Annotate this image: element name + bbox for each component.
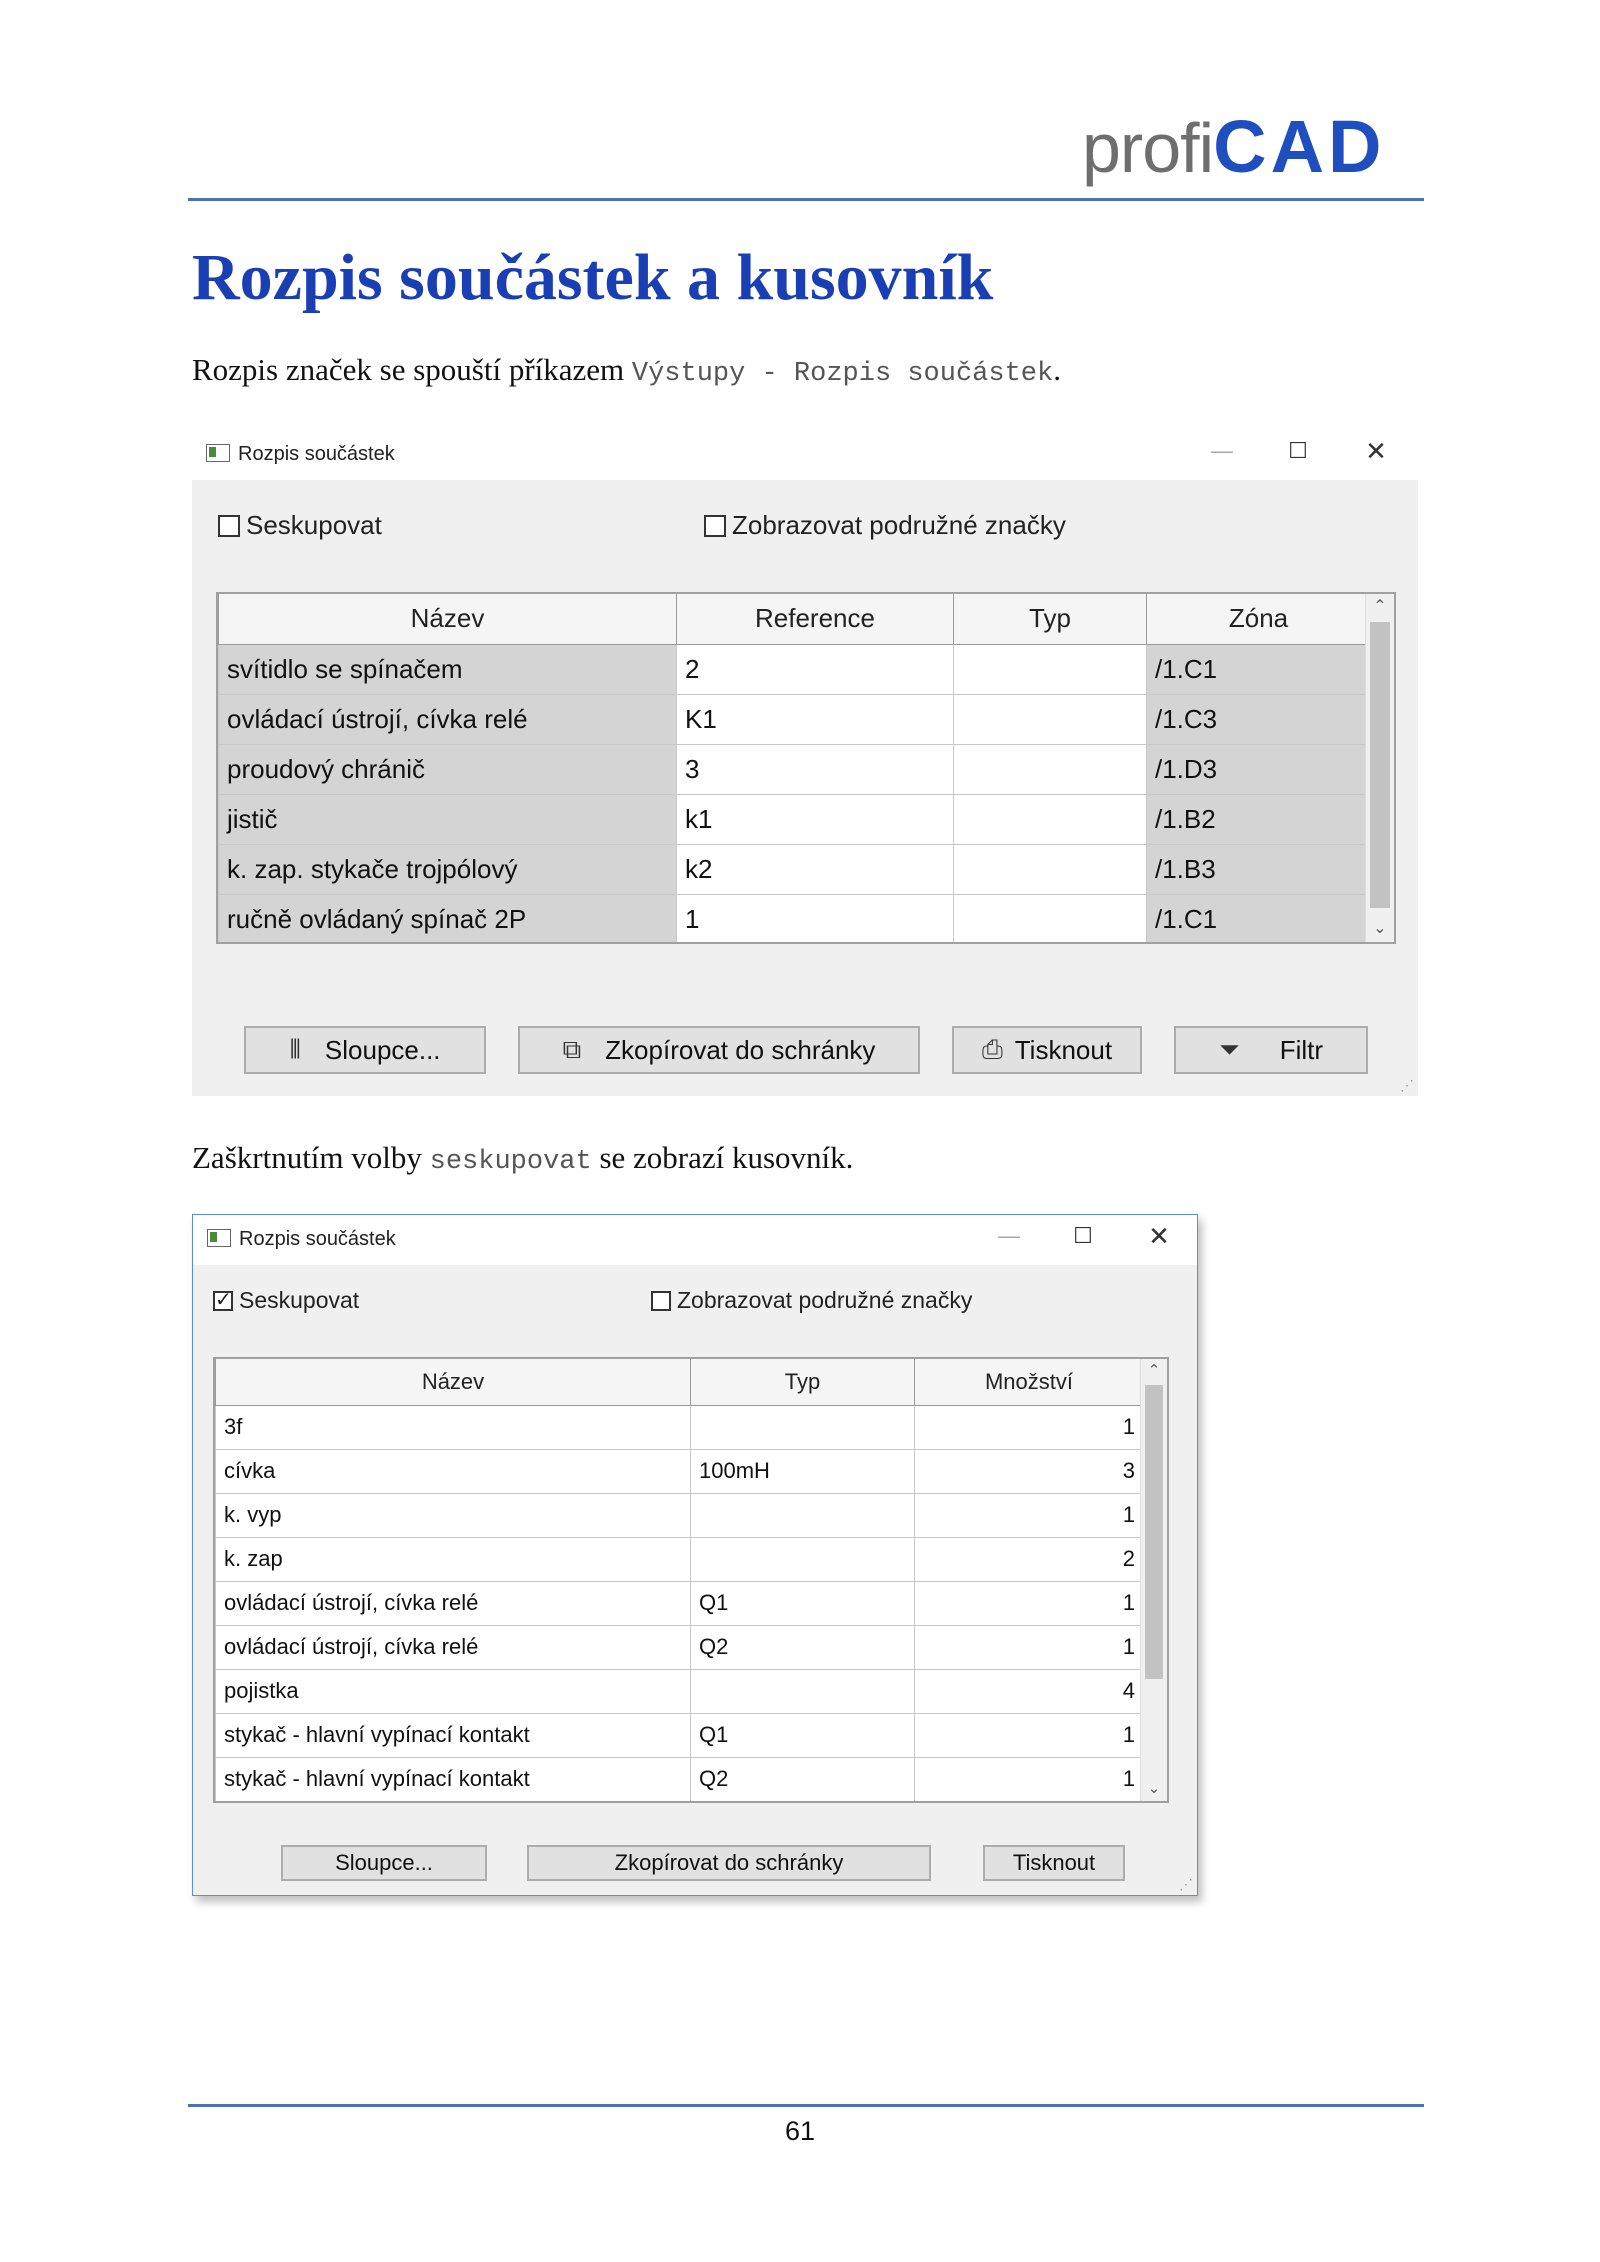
seskupovat-checkbox[interactable] — [213, 1287, 359, 1314]
table-row[interactable] — [216, 1405, 1144, 1449]
table-cell[interactable]: svítidlo se spínačem — [219, 644, 677, 694]
table-row[interactable] — [219, 844, 1371, 894]
table-cell[interactable]: 1 — [915, 1581, 1144, 1625]
logo-profi-text: profi — [1082, 109, 1214, 187]
table-scrollbar[interactable] — [1140, 1359, 1167, 1801]
table-cell[interactable] — [954, 694, 1147, 744]
table-cell[interactable]: k. zap. stykače trojpólový — [219, 844, 677, 894]
checkbox-box-icon[interactable] — [704, 515, 726, 537]
table-cell[interactable]: proudový chránič — [219, 744, 677, 794]
dialog-title: Rozpis součástek — [239, 1228, 396, 1250]
column-header-nazev[interactable]: Název — [219, 594, 677, 644]
table-cell[interactable]: 1 — [915, 1625, 1144, 1669]
minimize-icon[interactable]: — — [1211, 438, 1233, 463]
intro-text-end: . — [1053, 352, 1061, 387]
table-row[interactable] — [216, 1757, 1144, 1801]
table-cell[interactable]: 1 — [677, 894, 954, 944]
scrollbar-thumb[interactable] — [1145, 1385, 1163, 1679]
seskupovat-checkbox[interactable] — [218, 510, 382, 541]
table-cell[interactable]: Q2 — [691, 1625, 915, 1669]
scroll-down-icon[interactable]: ⌄ — [1147, 1780, 1161, 1797]
dialog-rozpis-soucastek — [192, 430, 1418, 1096]
intro-paragraph — [192, 352, 1061, 389]
table-row[interactable] — [216, 1449, 1144, 1493]
dialog-titlebar — [192, 430, 1418, 480]
zkopirovat-button[interactable] — [518, 1026, 920, 1074]
table-cell[interactable]: 3 — [915, 1449, 1144, 1493]
table-cell[interactable]: k2 — [677, 844, 954, 894]
table-cell[interactable]: k1 — [677, 794, 954, 844]
table-cell[interactable] — [954, 794, 1147, 844]
column-header-typ[interactable]: Typ — [954, 594, 1147, 644]
column-header-typ[interactable]: Typ — [691, 1359, 915, 1405]
page-number: 61 — [784, 2116, 816, 2146]
table-cell[interactable] — [691, 1669, 915, 1713]
table-cell[interactable] — [954, 844, 1147, 894]
seskupovat-text: Zaškrtnutím volby — [192, 1140, 430, 1175]
checkbox-box-icon[interactable] — [218, 515, 240, 537]
dialog-kusovnik — [192, 1214, 1198, 1896]
table-cell[interactable]: 100mH — [691, 1449, 915, 1493]
column-header-reference[interactable]: Reference — [677, 594, 954, 644]
table-row[interactable] — [216, 1713, 1144, 1757]
table-row[interactable] — [216, 1669, 1144, 1713]
table-row[interactable] — [219, 744, 1371, 794]
table-cell[interactable] — [691, 1493, 915, 1537]
zkopirovat-button[interactable] — [527, 1845, 931, 1881]
scroll-up-icon[interactable]: ⌃ — [1373, 598, 1387, 615]
app-icon — [206, 444, 230, 462]
table-cell[interactable]: 2 — [915, 1537, 1144, 1581]
scroll-up-icon[interactable]: ⌃ — [1147, 1362, 1161, 1379]
app-icon — [207, 1229, 231, 1247]
table-row[interactable] — [216, 1625, 1144, 1669]
table-cell[interactable] — [691, 1405, 915, 1449]
table-cell[interactable]: ovládací ústrojí, cívka relé — [216, 1625, 691, 1669]
filtr-button[interactable] — [1174, 1026, 1368, 1074]
table-cell[interactable]: /1.C3 — [1147, 694, 1371, 744]
sloupce-button[interactable] — [281, 1845, 487, 1881]
printer-icon: ⎙ — [981, 1034, 1003, 1064]
table-cell[interactable]: pojistka — [216, 1669, 691, 1713]
podruzne-znacky-label: Zobrazovat podružné značky — [677, 1287, 973, 1313]
table-cell[interactable]: 2 — [677, 644, 954, 694]
table-cell[interactable]: /1.B2 — [1147, 794, 1371, 844]
maximize-icon[interactable]: ☐ — [1073, 1223, 1093, 1248]
table-cell[interactable]: cívka — [216, 1449, 691, 1493]
logo-cad-text: CAD — [1213, 105, 1386, 188]
header-rule — [188, 198, 1424, 201]
page-title: Rozpis součástek a kusovník — [192, 241, 994, 314]
checkbox-checked-icon[interactable] — [213, 1291, 233, 1311]
proficad-logo — [1082, 104, 1386, 189]
table-cell[interactable]: ovládací ústrojí, cívka relé — [216, 1581, 691, 1625]
sloupce-label: Sloupce... — [335, 1850, 433, 1875]
table-cell[interactable]: /1.C1 — [1147, 644, 1371, 694]
column-header-zona[interactable]: Zóna — [1147, 594, 1371, 644]
checkbox-box-icon[interactable] — [651, 1291, 671, 1311]
table-row[interactable] — [216, 1537, 1144, 1581]
zkopirovat-label: Zkopírovat do schránky — [605, 1034, 876, 1065]
close-icon[interactable]: ✕ — [1148, 1221, 1170, 1251]
table-cell[interactable]: 3 — [677, 744, 954, 794]
table-row[interactable] — [216, 1493, 1144, 1537]
sloupce-label: Sloupce... — [324, 1034, 441, 1065]
seskupovat-label: Seskupovat — [246, 510, 382, 540]
zkopirovat-label: Zkopírovat do schránky — [614, 1850, 844, 1875]
dialog-title: Rozpis součástek — [238, 443, 395, 465]
table-cell[interactable]: stykač - hlavní vypínací kontakt — [216, 1713, 691, 1757]
table-cell[interactable]: 1 — [915, 1757, 1144, 1801]
maximize-icon[interactable]: ☐ — [1288, 438, 1308, 463]
table-cell[interactable]: k. vyp — [216, 1493, 691, 1537]
filter-icon: ⏷ — [1218, 1034, 1240, 1064]
table-row[interactable] — [219, 644, 1371, 694]
filtr-label: Filtr — [1279, 1034, 1324, 1065]
table-cell[interactable]: k. zap — [216, 1537, 691, 1581]
intro-command: Výstupy - Rozpis součástek — [631, 359, 1054, 389]
table-cell[interactable] — [954, 744, 1147, 794]
table-cell[interactable]: jistič — [219, 794, 677, 844]
scrollbar-thumb[interactable] — [1370, 622, 1390, 908]
bom-table[interactable] — [213, 1357, 1169, 1803]
table-cell[interactable]: ručně ovládaný spínač 2P — [219, 894, 677, 944]
column-header-mnozstvi[interactable]: Množství — [915, 1359, 1144, 1405]
seskupovat-code: seskupovat — [429, 1147, 592, 1177]
table-cell[interactable]: K1 — [677, 694, 954, 744]
intro-text: Rozpis značek se spouští příkazem — [192, 352, 632, 387]
table-cell[interactable]: 1 — [915, 1713, 1144, 1757]
table-cell[interactable]: Q1 — [691, 1581, 915, 1625]
table-cell[interactable]: /1.B3 — [1147, 844, 1371, 894]
table-cell[interactable] — [954, 894, 1147, 944]
resize-grip-icon[interactable]: ⋰ — [1179, 1876, 1193, 1892]
table-cell[interactable] — [691, 1537, 915, 1581]
table-row[interactable] — [219, 894, 1371, 944]
table-cell[interactable]: stykač - hlavní vypínací kontakt — [216, 1757, 691, 1801]
bom-table-grid — [215, 1359, 1144, 1802]
podruzne-znacky-checkbox[interactable] — [651, 1287, 972, 1314]
tisknout-label: Tisknout — [1014, 1034, 1113, 1065]
table-cell[interactable]: /1.C1 — [1147, 894, 1371, 944]
table-cell[interactable]: /1.D3 — [1147, 744, 1371, 794]
footer-rule — [188, 2104, 1424, 2107]
podruzne-znacky-label: Zobrazovat podružné značky — [732, 510, 1066, 540]
column-header-nazev[interactable]: Název — [216, 1359, 691, 1405]
table-cell[interactable] — [954, 644, 1147, 694]
table-cell[interactable]: Q2 — [691, 1757, 915, 1801]
table-cell[interactable]: 4 — [915, 1669, 1144, 1713]
seskupovat-text-end: se zobrazí kusovník. — [591, 1140, 854, 1175]
table-cell[interactable]: 1 — [915, 1405, 1144, 1449]
minimize-icon[interactable]: — — [998, 1223, 1020, 1248]
scroll-down-icon[interactable]: ⌄ — [1373, 920, 1387, 937]
copy-icon: ⧉ — [562, 1034, 582, 1064]
seskupovat-paragraph — [192, 1140, 853, 1177]
tisknout-label: Tisknout — [1012, 1850, 1096, 1875]
table-cell[interactable]: 1 — [915, 1493, 1144, 1537]
table-row[interactable] — [219, 694, 1371, 744]
resize-grip-icon[interactable]: ⋰ — [1400, 1077, 1414, 1093]
podruzne-znacky-checkbox[interactable] — [704, 510, 1066, 541]
table-cell[interactable]: ovládací ústrojí, cívka relé — [219, 694, 677, 744]
table-scrollbar[interactable] — [1365, 594, 1394, 942]
columns-icon: ⦀ — [289, 1034, 301, 1064]
seskupovat-label: Seskupovat — [239, 1287, 360, 1313]
table-cell[interactable]: Q1 — [691, 1713, 915, 1757]
table-cell[interactable]: 3f — [216, 1405, 691, 1449]
table-row[interactable] — [216, 1581, 1144, 1625]
close-icon[interactable]: ✕ — [1365, 436, 1387, 466]
tisknout-button[interactable] — [952, 1026, 1142, 1074]
dialog-titlebar — [193, 1215, 1197, 1265]
parts-table[interactable] — [216, 592, 1396, 944]
tisknout-button[interactable] — [983, 1845, 1125, 1881]
table-row[interactable] — [219, 794, 1371, 844]
sloupce-button[interactable] — [244, 1026, 486, 1074]
parts-table-grid — [218, 594, 1371, 944]
